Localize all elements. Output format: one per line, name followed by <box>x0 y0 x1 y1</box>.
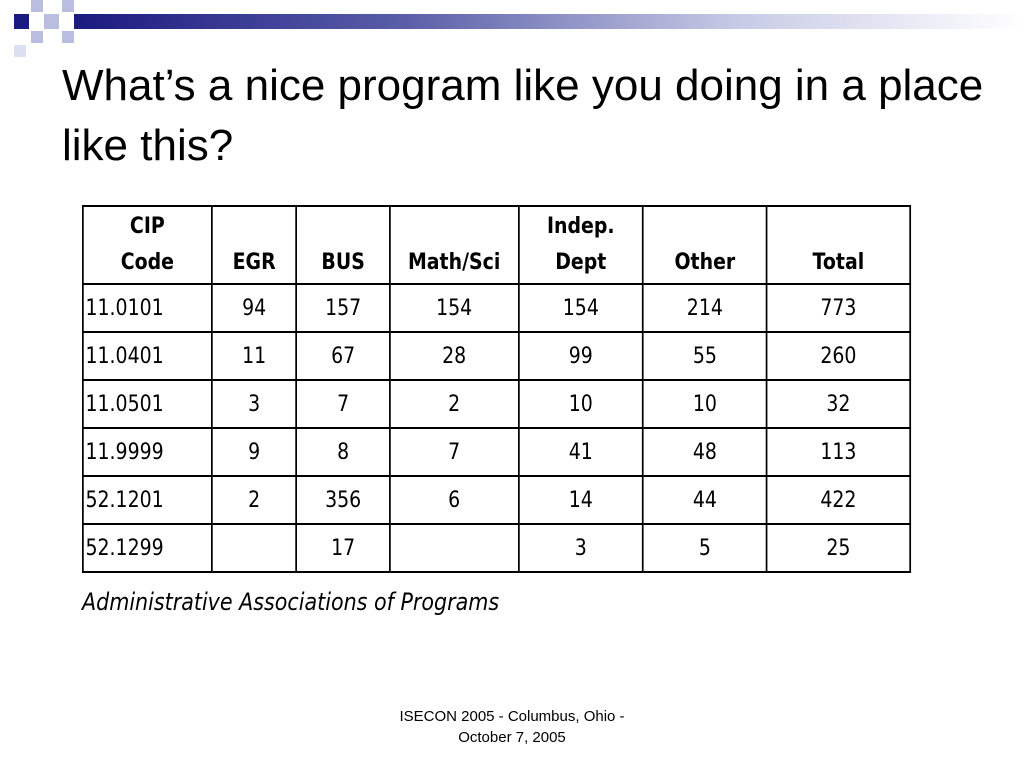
table-cell: 99 <box>518 332 643 380</box>
table-cell: 32 <box>767 380 911 428</box>
cip-code-cell: 11.0501 <box>83 380 212 428</box>
column-header: Indep. Dept <box>518 206 643 284</box>
table-cell: 2 <box>390 380 519 428</box>
table-cell: 10 <box>643 380 766 428</box>
cip-code-cell: 52.1299 <box>83 524 212 572</box>
table-cell: 113 <box>767 428 911 476</box>
table-cell: 154 <box>518 284 643 332</box>
table-cell: 6 <box>390 476 519 524</box>
table-row <box>83 380 910 428</box>
decor-square <box>44 14 59 29</box>
table-cell: 14 <box>518 476 643 524</box>
table-cell: 422 <box>767 476 911 524</box>
table-cell: 17 <box>296 524 389 572</box>
table-cell: 154 <box>390 284 519 332</box>
table-cell: 11 <box>212 332 297 380</box>
column-header: BUS <box>296 206 389 284</box>
column-header: EGR <box>212 206 297 284</box>
header-gradient-bar <box>74 14 1024 29</box>
table-cell <box>390 524 519 572</box>
table-cell: 48 <box>643 428 766 476</box>
column-header: Other <box>643 206 766 284</box>
table-cell: 157 <box>296 284 389 332</box>
table-cell <box>212 524 297 572</box>
decor-square <box>14 45 26 57</box>
table-cell: 25 <box>767 524 911 572</box>
decor-square <box>62 31 74 43</box>
slide-footer <box>352 706 672 748</box>
cip-table <box>82 205 911 573</box>
decor-square <box>31 0 43 12</box>
slide-title: What’s a nice program like you doing in a place like this? <box>62 61 984 170</box>
table-cell: 356 <box>296 476 389 524</box>
cip-code-cell: 11.0401 <box>83 332 212 380</box>
table-row <box>83 284 910 332</box>
table-header-row <box>83 206 910 284</box>
table-cell: 260 <box>767 332 911 380</box>
table-row <box>83 428 910 476</box>
decor-square <box>62 0 74 12</box>
column-header: Total <box>767 206 911 284</box>
decor-square <box>14 14 29 29</box>
table-row <box>83 524 910 572</box>
table-cell: 7 <box>390 428 519 476</box>
table-cell: 5 <box>643 524 766 572</box>
table-cell: 28 <box>390 332 519 380</box>
table-caption: Administrative Associations of Programs <box>82 588 500 616</box>
table-body <box>83 284 910 572</box>
table-cell: 41 <box>518 428 643 476</box>
cip-code-cell: 11.9999 <box>83 428 212 476</box>
table-cell: 55 <box>643 332 766 380</box>
column-header: CIP Code <box>83 206 212 284</box>
cip-code-cell: 52.1201 <box>83 476 212 524</box>
table-cell: 67 <box>296 332 389 380</box>
table-cell: 9 <box>212 428 297 476</box>
table-cell: 2 <box>212 476 297 524</box>
table-cell: 44 <box>643 476 766 524</box>
footer-line: October 7, 2005 <box>458 729 566 746</box>
table-cell: 94 <box>212 284 297 332</box>
table-cell: 214 <box>643 284 766 332</box>
table-cell: 8 <box>296 428 389 476</box>
column-header: Math/Sci <box>390 206 519 284</box>
cip-code-cell: 11.0101 <box>83 284 212 332</box>
table-cell: 10 <box>518 380 643 428</box>
table-row <box>83 476 910 524</box>
table-cell: 3 <box>212 380 297 428</box>
decor-square <box>31 31 43 43</box>
table-cell: 773 <box>767 284 911 332</box>
table-cell: 3 <box>518 524 643 572</box>
footer-line: ISECON 2005 - Columbus, Ohio - <box>399 708 625 725</box>
table-row <box>83 332 910 380</box>
table-cell: 7 <box>296 380 389 428</box>
